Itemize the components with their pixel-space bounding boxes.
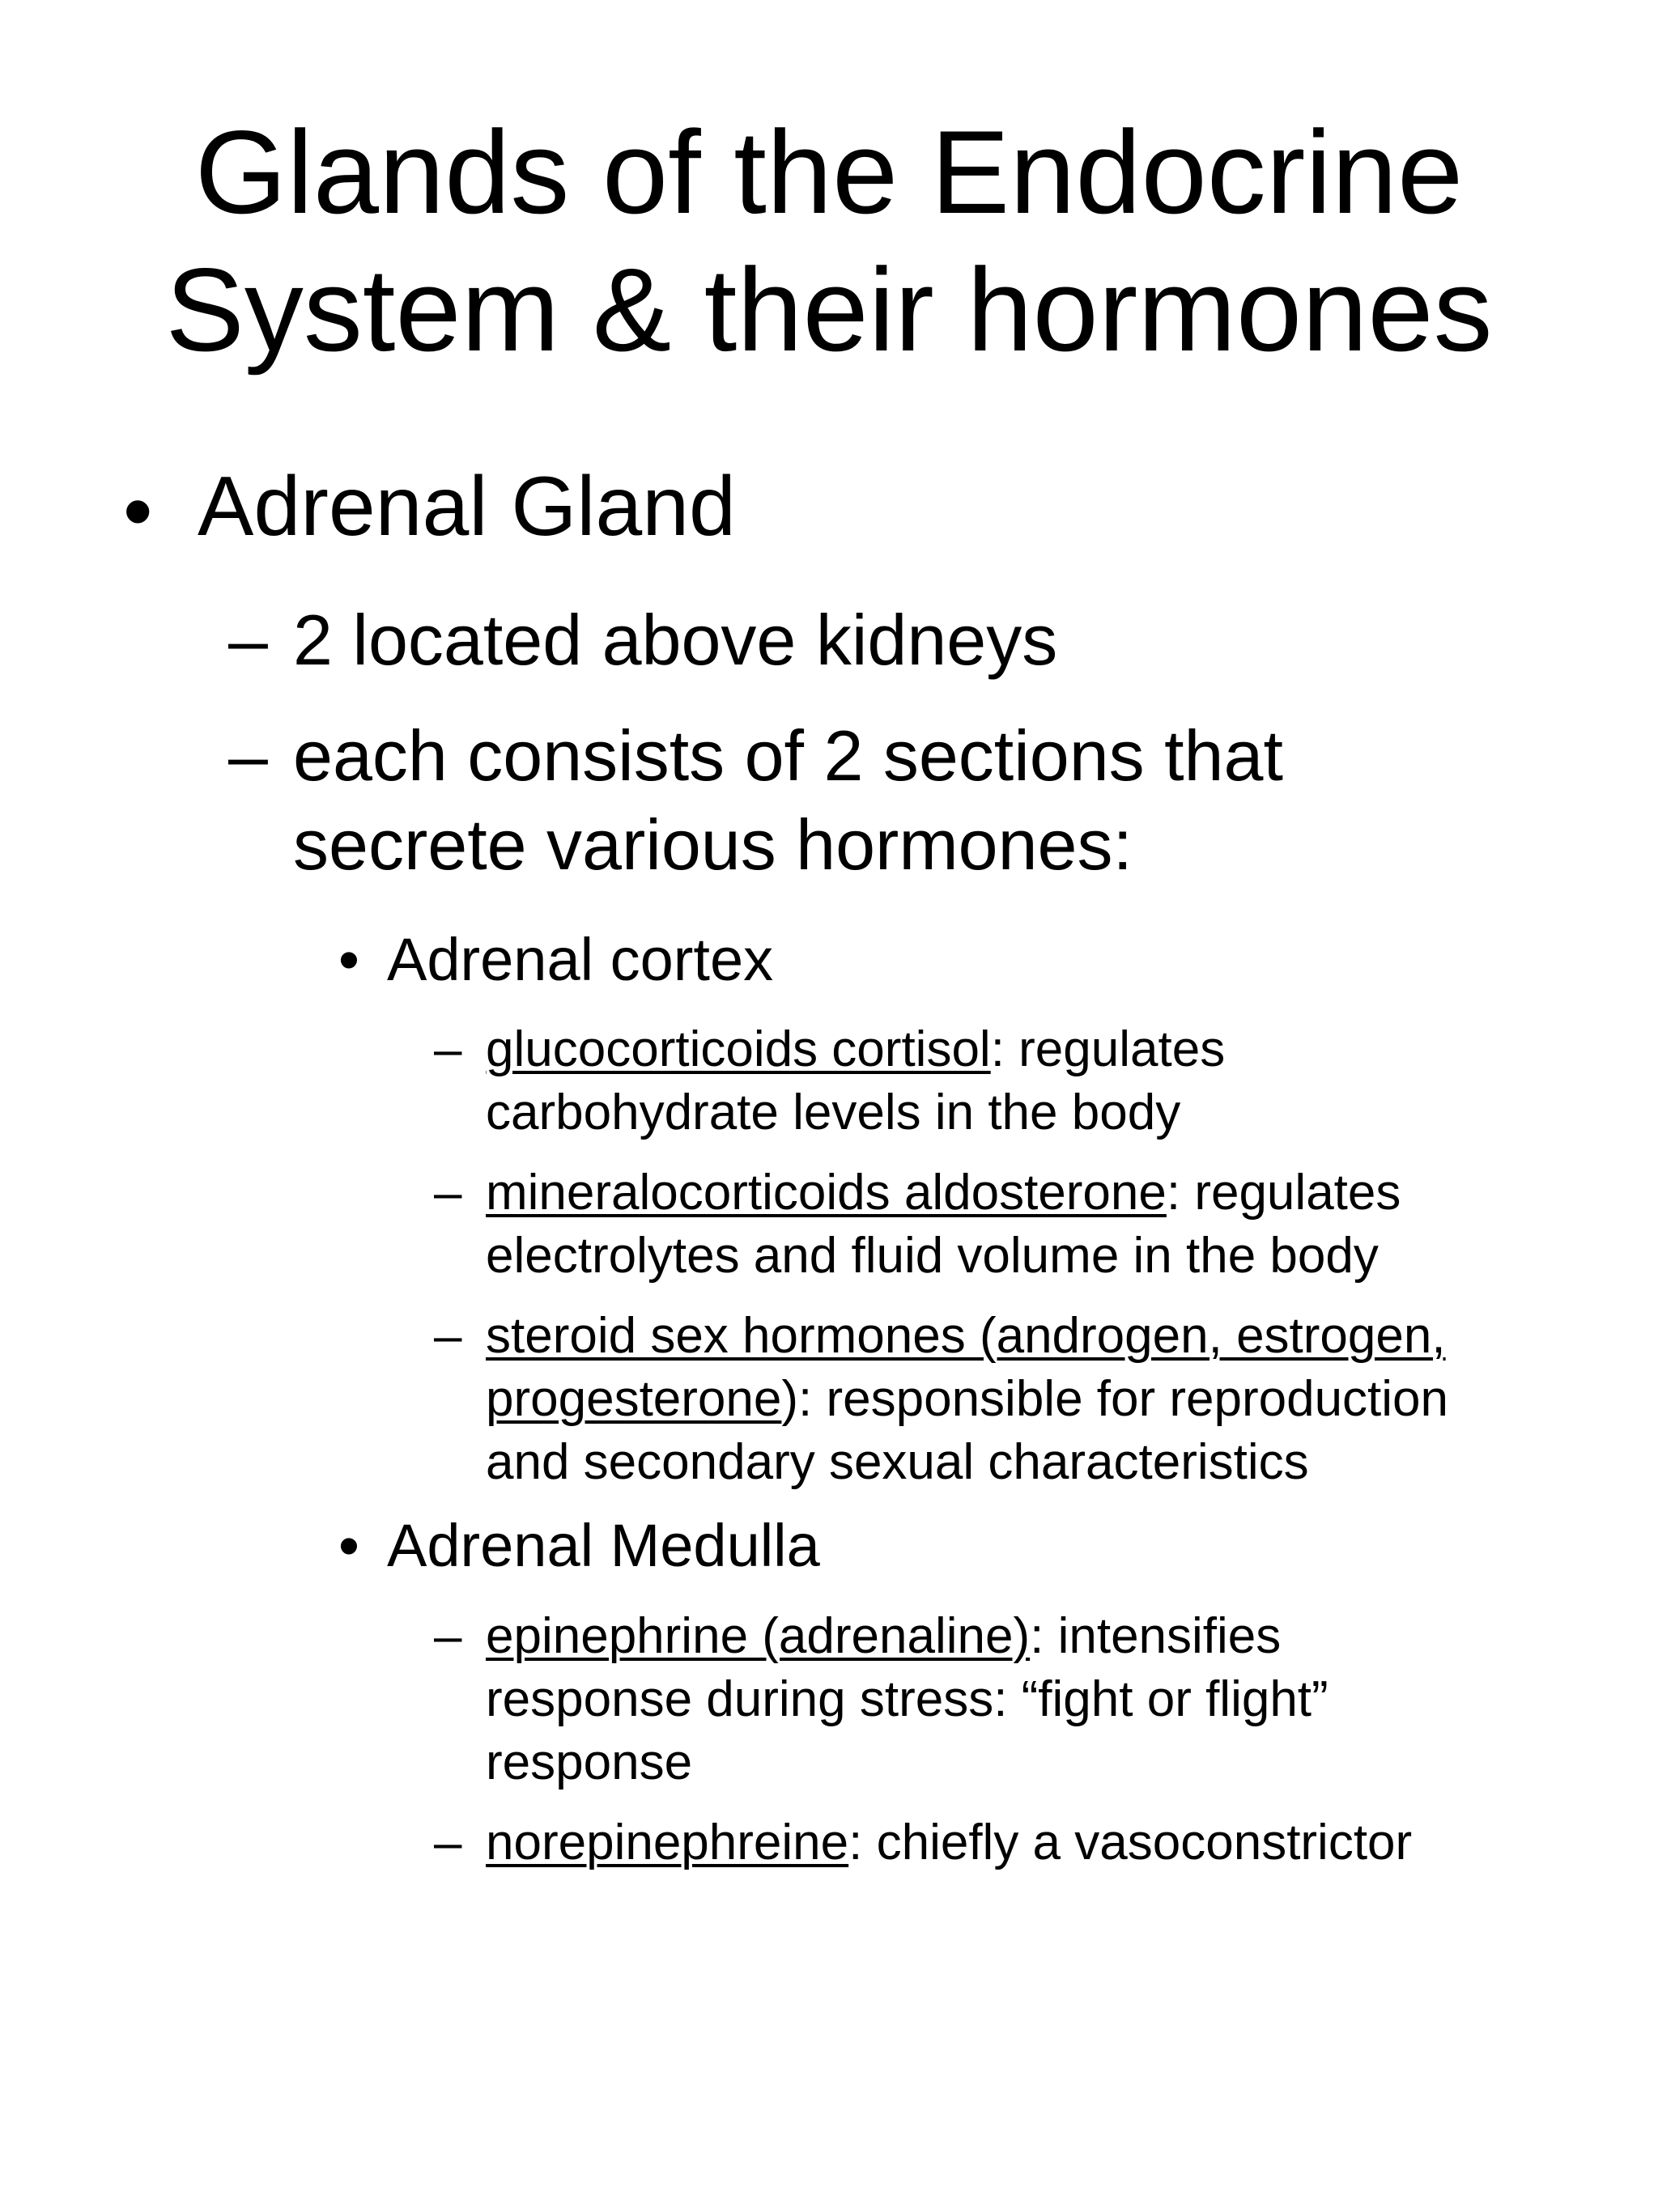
bullet-icon: •: [338, 1512, 359, 1579]
hormone-description: : chiefly a vasoconstrictor: [848, 1815, 1413, 1870]
dash-icon: –: [434, 1815, 462, 1870]
gland-point-sections-line1: each consists of 2 sections that: [293, 715, 1283, 796]
title-line-2: System & their hormones: [165, 244, 1493, 376]
hormone-term: glucocorticoids cortisol: [486, 1021, 991, 1077]
slide-title: [0, 104, 1658, 379]
cortex-item-2-line1: [486, 1161, 1401, 1225]
cortex-item-1-line1: [486, 1018, 1225, 1081]
gland-point-location: 2 located above kidneys: [293, 600, 1058, 680]
dash-icon: –: [434, 1021, 462, 1077]
hormone-description: : intensifies: [1030, 1608, 1282, 1664]
medulla-item-1-line1: [486, 1605, 1281, 1668]
medulla-item-2-line1: [486, 1811, 1412, 1874]
hormone-term: norepinephreine: [486, 1815, 849, 1870]
hormone-term: epinephrine (adrenaline): [486, 1608, 1031, 1664]
hormone-description: ): responsible for reproduction: [781, 1371, 1449, 1427]
cortex-item-2-line2: electrolytes and fluid volume in the body: [486, 1228, 1379, 1284]
hormone-term: mineralocorticoids aldosterone: [486, 1165, 1167, 1221]
cortex-item-1-line2: carbohydrate levels in the body: [486, 1085, 1181, 1140]
cortex-item-3-line3: and secondary sexual characteristics: [486, 1434, 1309, 1490]
medulla-heading: Adrenal Medulla: [387, 1512, 820, 1579]
cortex-item-3-line1: [486, 1305, 1446, 1368]
dash-icon: –: [434, 1165, 462, 1221]
dash-icon: –: [434, 1608, 462, 1664]
cortex-item-3-line2: [486, 1368, 1448, 1431]
dash-icon: –: [228, 600, 268, 680]
medulla-item-1-line3: response: [486, 1734, 693, 1790]
hormone-description: : regulates: [990, 1021, 1226, 1077]
dash-icon: –: [434, 1308, 462, 1364]
hormone-description: : regulates: [1166, 1165, 1401, 1221]
title-line-1: Glands of the Endocrine: [194, 106, 1464, 238]
medulla-item-1-line2: response during stress: “fight or flight”: [486, 1671, 1329, 1727]
cortex-heading: Adrenal cortex: [387, 926, 774, 993]
gland-point-sections-line2: secrete various hormones:: [293, 805, 1133, 885]
gland-heading: Adrenal Gland: [198, 460, 736, 554]
hormone-term: steroid sex hormones (androgen, estrogen,: [486, 1308, 1446, 1364]
hormone-term: progesterone: [486, 1371, 782, 1427]
bullet-icon: •: [338, 926, 359, 993]
dash-icon: –: [228, 715, 268, 796]
bullet-icon: •: [123, 465, 153, 558]
